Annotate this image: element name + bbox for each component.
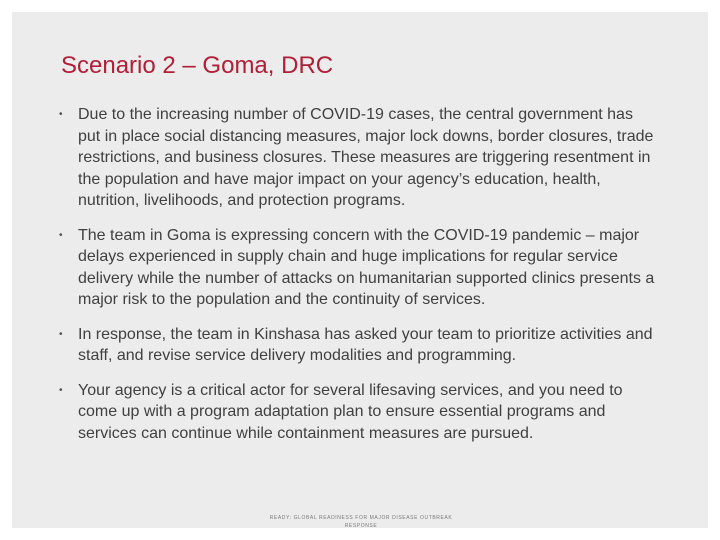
- bullet-text: Your agency is a critical actor for several lifesaving services, and you need to come up with a program adaptation plan to ensure essential programs and services can continue while containment measures are pursued.: [78, 381, 623, 442]
- footer-line: READY: GLOBAL READINESS FOR MAJOR DISEASE OUTBREAK: [269, 515, 453, 521]
- slide: [12, 12, 708, 528]
- bullet-marker-icon: •: [59, 109, 63, 120]
- bullet-item: [56, 104, 656, 212]
- bullet-list: [56, 104, 656, 457]
- bullet-marker-icon: •: [59, 384, 63, 396]
- slide-title: Scenario 2 – Goma, DRC: [61, 52, 334, 79]
- bullet-marker-icon: •: [59, 229, 63, 241]
- footer-line: RESPONSE: [344, 523, 378, 528]
- bullet-item: [56, 225, 656, 311]
- bullet-text: Due to the increasing number of COVID-19 cases, the central government has put in place social distancing measures, major lock downs, border closures, trade restrictions, and business closures. These measures are triggering resentment in the population and have major impact on your agency’s education, health, nutrition, livelihoods, and protection programs.: [78, 106, 654, 209]
- bullet-item: [56, 380, 656, 445]
- bullet-text: In response, the team in Kinshasa has asked your team to prioritize activities and staff, and revise service delivery modalities and programming.: [78, 325, 653, 364]
- bullet-item: [56, 324, 656, 367]
- slide-footer: [261, 514, 461, 528]
- bullet-marker-icon: •: [59, 328, 63, 340]
- bullet-text: The team in Goma is expressing concern with the COVID-19 pandemic – major delays experienced in supply chain and huge implications for regular service delivery while the number of attacks on humanitarian supported clinics presents a major risk to the population and the continuity of services.: [78, 226, 655, 308]
